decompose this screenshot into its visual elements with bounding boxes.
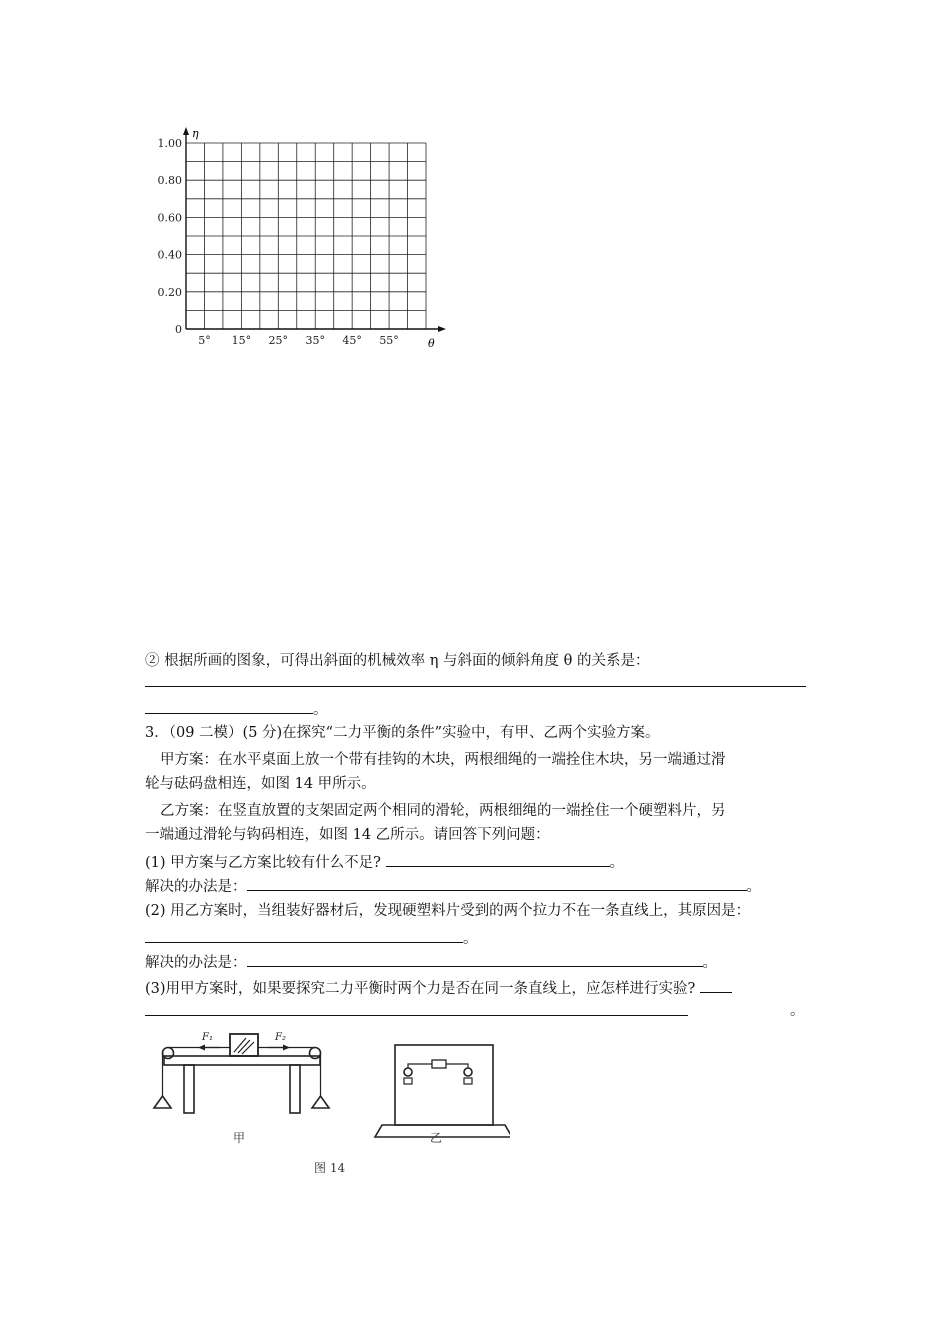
q3-plan-a-line2: 轮与砝码盘相连，如图 14 甲所示。 xyxy=(145,776,376,792)
force-arrowhead-f2 xyxy=(283,1045,290,1051)
grid-lines xyxy=(186,143,426,329)
end-mark: 。 xyxy=(702,955,717,971)
answer-blank[interactable] xyxy=(386,851,610,867)
y-tick-label: 0.80 xyxy=(157,174,182,188)
answer-blank[interactable] xyxy=(247,951,703,967)
solution-label: 解决的办法是： xyxy=(145,879,247,895)
y-tick-label: 0.40 xyxy=(157,248,182,262)
x-tick-labels xyxy=(198,334,399,347)
weight-pan-right xyxy=(312,1096,329,1108)
x-tick-label: 5° xyxy=(198,334,211,347)
y-axis-label: η xyxy=(192,127,199,140)
end-mark: 。 xyxy=(463,931,478,947)
q3-sub2: (2) 用乙方案时，当组装好器材后，发现硬塑料片受到的两个拉力不在一条直线上，其原因是： xyxy=(145,903,751,919)
weight-pan-left xyxy=(154,1096,171,1108)
answer-blank[interactable] xyxy=(145,698,313,714)
q3-sub3 xyxy=(145,977,732,999)
q3-plan-b-line1: 乙方案：在竖直放置的支架固定两个相同的滑轮，两根细绳的一端拴住一个硬塑料片，另 xyxy=(160,803,726,819)
hook-weight-left xyxy=(404,1078,412,1084)
y-tick-label: 0.20 xyxy=(157,285,182,299)
caption-a: 甲 xyxy=(233,1131,246,1145)
plastic-card xyxy=(432,1060,446,1068)
x-tick-label: 15° xyxy=(231,334,252,347)
q3-sub1-text: (1) 甲方案与乙方案比较有什么不足? xyxy=(145,855,381,871)
figure-14 xyxy=(150,1020,510,1180)
y-tick-label: 0 xyxy=(175,323,182,336)
x-tick-label: 25° xyxy=(268,334,289,347)
pulley-b-left xyxy=(404,1068,412,1076)
q3-sub2-answer xyxy=(145,927,478,949)
q3-sub1-solution xyxy=(145,875,761,897)
answer-blank[interactable] xyxy=(145,927,463,943)
q3-sub2-solution xyxy=(145,951,717,973)
stand-base xyxy=(375,1125,510,1137)
x-tick-label: 55° xyxy=(379,334,399,347)
end-mark: 。 xyxy=(746,879,761,895)
q3-header: 3．（09 二模）(5 分)在探究“二力平衡的条件”实验中，有甲、乙两个实验方案。 xyxy=(145,725,660,741)
table-top xyxy=(164,1056,320,1065)
q2-answer-line-2 xyxy=(145,698,328,720)
apparatus-b xyxy=(375,1045,510,1137)
block-grain xyxy=(234,1038,254,1054)
table-leg-left xyxy=(184,1065,194,1113)
y-tick-label: 0.60 xyxy=(157,211,182,225)
end-mark: 。 xyxy=(609,855,625,871)
figure-title: 图 14 xyxy=(314,1161,346,1175)
answer-blank[interactable] xyxy=(700,977,732,993)
q3-plan-a-line1: 甲方案：在水平桌面上放一个带有挂钩的木块，两根细绳的一端拴住木块，另一端通过滑 xyxy=(160,752,726,768)
label-f1: F₁ xyxy=(202,1032,213,1043)
hook-weight-right xyxy=(464,1078,472,1084)
pulley-left xyxy=(163,1048,174,1059)
answer-line-2[interactable] xyxy=(145,1015,688,1016)
y-axis-arrow xyxy=(183,127,189,135)
y-tick-label: 1.00 xyxy=(157,137,182,150)
force-arrowhead-f1 xyxy=(198,1045,205,1051)
q3-sub1 xyxy=(145,851,624,873)
apparatus-a xyxy=(154,1034,329,1113)
y-tick-labels xyxy=(158,137,183,336)
x-tick-label: 35° xyxy=(305,334,325,347)
caption-b: 乙 xyxy=(430,1131,443,1145)
q3-plan-b-line2: 一端通过滑轮与钩码相连，如图 14 乙所示。请回答下列问题： xyxy=(145,827,550,843)
x-axis-label: θ xyxy=(428,337,435,350)
vertical-board xyxy=(395,1045,493,1125)
answer-line-1[interactable] xyxy=(145,686,806,687)
table-leg-right xyxy=(290,1065,300,1113)
x-tick-label: 45° xyxy=(342,334,362,347)
q3-sub3-text: (3)用甲方案时，如果要探究二力平衡时两个力是否在同一条直线上，应怎样进行实验? xyxy=(145,981,696,997)
pulley-b-right xyxy=(464,1068,472,1076)
q2-sub-prompt: ② 根据所画的图象，可得出斜面的机械效率 η 与斜面的倾斜角度 θ 的关系是： xyxy=(145,653,650,669)
end-mark: 。 xyxy=(313,702,328,718)
efficiency-angle-grid xyxy=(150,125,460,355)
end-mark: 。 xyxy=(790,1003,805,1019)
x-axis-arrow xyxy=(438,326,446,332)
solution-label: 解决的办法是： xyxy=(145,955,247,971)
pulley-right xyxy=(310,1048,321,1059)
answer-blank[interactable] xyxy=(247,875,747,891)
label-f2: F₂ xyxy=(275,1032,286,1043)
